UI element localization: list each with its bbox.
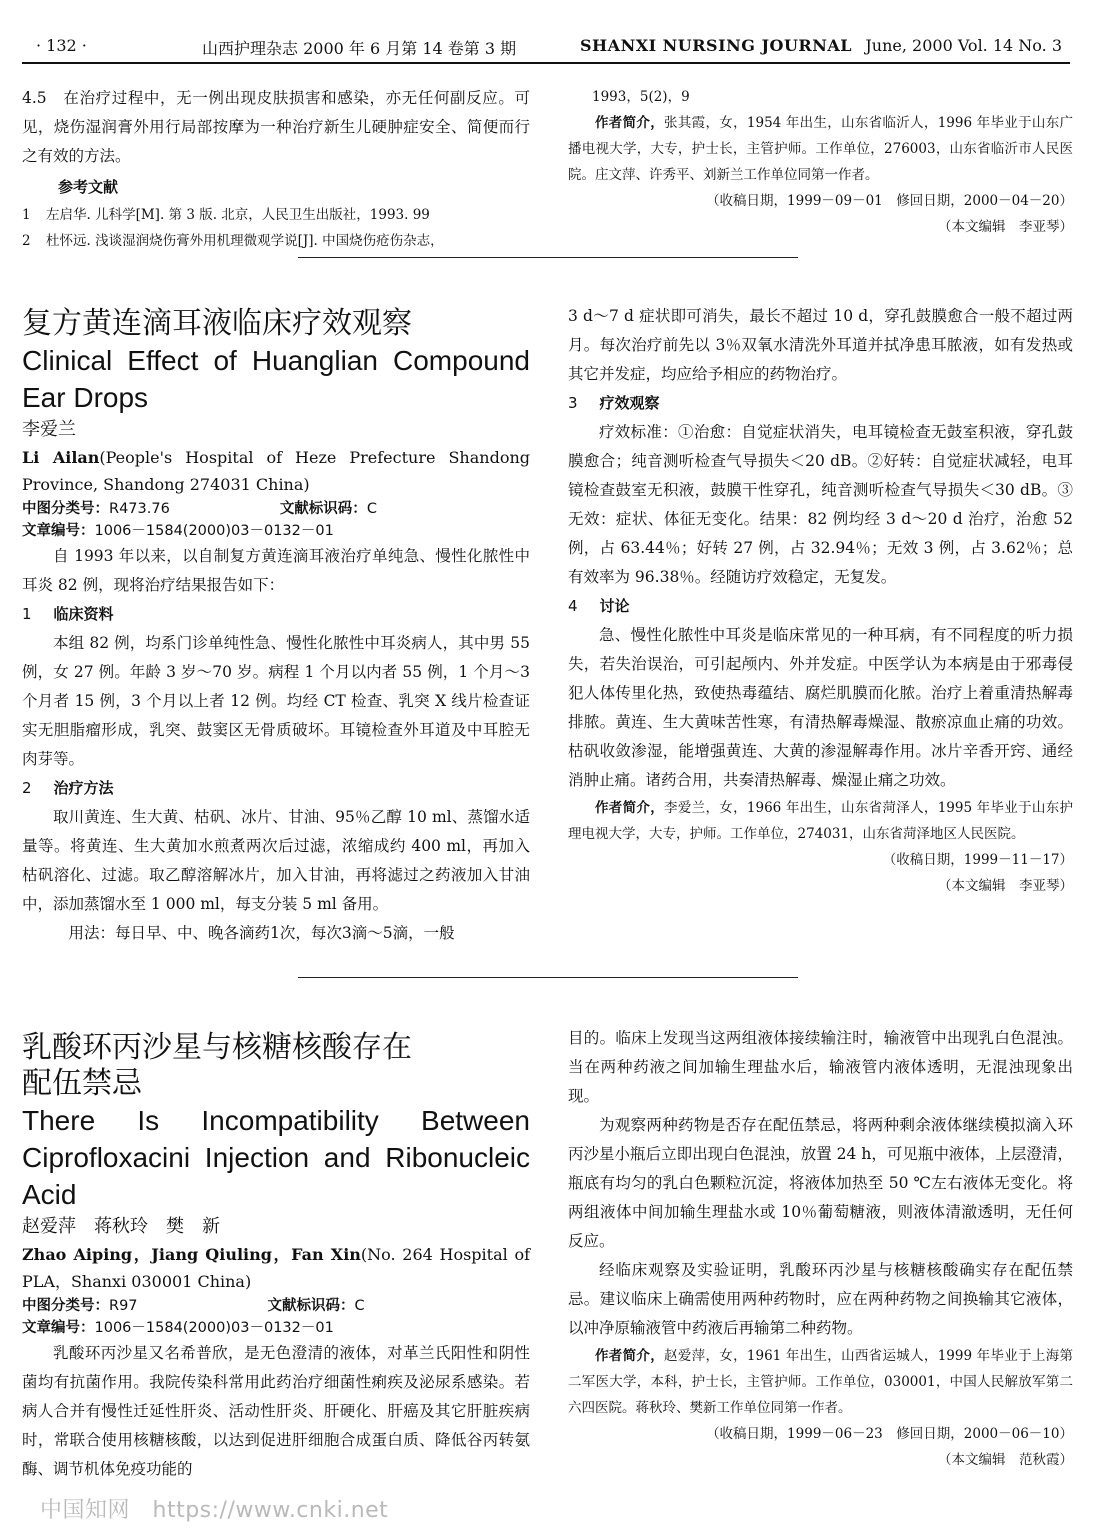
editor-credit: （本文编辑 范秋霞） <box>938 1452 1073 1468</box>
received-dates: （收稿日期，1999－11－17） <box>882 852 1073 868</box>
article1-section-text: 疗效标准：①治愈：自觉症状消失，电耳镜检查无鼓室积液，穿孔鼓膜愈合；纯音测听检查气导损失＜20 dB。②好转：自觉症状减轻，电耳镜检查鼓室无积液，鼓膜干性穿孔，纯音测听检查气导损失＜30 dB。③无效：症状、体征无变化。结果：82 例均经 3 d～20 d 治疗，治愈 52 例，占 63.44％；好转 27 例，占 32.94％；无效 3 例，占 3.62％；总有效率为 96.38％。经随访疗效稳定，无复发。 <box>568 423 1073 586</box>
article2-title-en-line2: Ciprofloxacini Injection and Ribonucleic <box>22 1142 530 1173</box>
article2-title-en-line3: Acid <box>22 1179 77 1210</box>
author-bio-label: 作者简介， <box>595 115 665 131</box>
article2-left: 乳酸环丙沙星与核糖核酸存在 配伍禁忌 There Is Incompatibility Between Ciprofloxacini Injection and Ribonucleic Acid 赵爱萍 蒋秋玲 樊 新 Zhao Aiping，Jiang Qiuling，Fan Xin(No. 264 Hospital of PLA，Shanxi 030001 China) 中图分类号：R97 文献标识码：C 文章编号：1006－1584(2000)03－0132－01 乳酸环丙沙星又名希普欣，是无色澄清的液体，对革兰氏阳性和阴性菌均有抗菌作用。我院传染科常用此药治疗细菌性痢疾及泌尿系感染。若病人合并有慢性迁延性肝炎、活动性肝炎、肝硬化、肝癌及其它肝脏疾病时，常联合使用核糖核酸，以达到促进肝细胞合成蛋白质、降低谷丙转氨酶、调节机体免疫功能的 <box>22 1030 530 1484</box>
prev-article-right <box>568 84 1073 240</box>
article2-clc: R97 <box>109 1298 138 1314</box>
article1-title-en: Clinical Effect of Huanglian Compound Ear Drops <box>22 345 530 413</box>
article1-title-cn: 复方黄连滴耳液临床疗效观察 <box>22 306 412 341</box>
article1-author-cn: 李爱兰 <box>22 419 76 440</box>
article1-usage-cont: 3 d～7 d 症状即可消失，最长不超过 10 d，穿孔鼓膜愈合一般不超过两月。每次治疗前先以 3％双氧水清洗外耳道并拭净患耳脓液，如有发热或其它并发症，均应给予相应的药物治疗。 <box>568 307 1073 383</box>
article1-clc: R473.76 <box>109 501 170 517</box>
article1-article-no: 1006－1584(2000)03－0132－01 <box>94 523 334 539</box>
article2-right <box>568 1024 1073 1473</box>
editor-credit: （本文编辑 李亚琴） <box>938 219 1073 235</box>
section-divider <box>298 977 798 978</box>
author-bio-label: 作者简介， <box>595 1348 665 1364</box>
article2-title-cn-line2: 配伍禁忌 <box>22 1066 142 1101</box>
article1-affiliation: (People's Hospital of Heze Prefecture Shandong Province, Shandong 274031 China) <box>22 448 530 494</box>
article2-authors-cn: 赵爱萍 蒋秋玲 樊 新 <box>22 1216 220 1237</box>
article2-article-no: 1006－1584(2000)03－0132－01 <box>94 1320 334 1336</box>
running-header <box>22 34 1070 64</box>
article1-author-en: Li Ailan <box>22 448 100 467</box>
article1-usage: 用法：每日早、中、晚各滴药1次，每次3滴～5滴，一般 <box>68 924 455 942</box>
article2-para: 乳酸环丙沙星又名希普欣，是无色澄清的液体，对革兰氏阳性和阴性菌均有抗菌作用。我院传染科常用此药治疗细菌性痢疾及泌尿系感染。若病人合并有慢性迁延性肝炎、活动性肝炎、肝硬化、肝癌及其它肝脏疾病时，常联合使用核糖核酸，以达到促进肝细胞合成蛋白质、降低谷丙转氨酶、调节机体免疫功能的 <box>22 1344 530 1478</box>
article1-section-heading: 讨论 <box>599 597 630 615</box>
reference-item: 2 杜怀远. 浅谈湿润烧伤膏外用机理微观学说[J]. 中国烧伤疮伤杂志， <box>22 233 444 249</box>
article1-section-heading: 疗效观察 <box>599 394 660 412</box>
reference-continuation: 1993，5(2)，9 <box>592 89 690 105</box>
article2-affiliation: (No. 264 Hospital of PLA，Shanxi 030001 China) <box>22 1245 530 1291</box>
section-divider <box>298 257 798 258</box>
article2-para-cont: 目的。临床上发现当这两组液体接续输注时，输液管中出现乳白色混浊。当在两种药液之间加输生理盐水后，输液管内液体透明，无混浊现象出现。 <box>568 1029 1073 1105</box>
journal-title-cn: 山西护理杂志 2000 年 6 月第 14 卷第 3 期 <box>202 39 517 58</box>
editor-credit: （本文编辑 李亚琴） <box>938 878 1073 894</box>
prev-article-left <box>22 84 530 254</box>
received-dates: （收稿日期，1999－06－23 修回日期，2000－06－10） <box>706 1426 1073 1442</box>
article1-doc-code: C <box>366 501 377 517</box>
author-bio: 李爱兰，女，1966 年出生，山东省菏泽人，1995 年毕业于山东护理电视大学，大专，护师。工作单位，274031，山东省菏泽地区人民医院。 <box>568 800 1074 842</box>
article1-section-heading: 治疗方法 <box>53 779 114 797</box>
page-number: · 132 · <box>36 36 87 55</box>
article1-right: 3 d～7 d 症状即可消失，最长不超过 10 d，穿孔鼓膜愈合一般不超过两月。每次治疗前先以 3％双氧水清洗外耳道并拭净患耳脓液，如有发热或其它并发症，均应给予相应的药物治疗。 3 疗效观察 疗效标准：①治愈：自觉症状消失，电耳镜检查无鼓室积液，穿孔鼓膜愈合；纯音测听检查气导损失＜20 dB。②好转：自觉症状减轻，电耳镜检查鼓室无积液，鼓膜干性穿孔，纯音测听检查气导损失＜30 dB。③无效：症状、体征无变化。结果：82 例均经 3 d～20 d 治疗，治愈 52 例，占 63.44％；好转 27 例，占 32.94％；无效 3 例，占 3.62％；总有效率为 96.38％。经随访疗效稳定，无复发。 4 讨论 急、慢性化脓性中耳炎是临床常见的一种耳病，有不同程度的听力损失，若失治误治，可引起颅内、外并发症。中医学认为本病是由于邪毒侵犯人体传里化热，致使热毒蕴结、腐烂肌膜而化脓。治疗上着重清热解毒排脓。黄连、生大黄味苦性寒，有清热解毒燥湿、散瘀凉血止痛的功效。枯矾收敛渗湿，能增强黄连、大黄的渗湿解毒作用。冰片辛香开窍、通经消肿止痛。诸药合用，共奏清热解毒、燥湿止痛之功效。 作者简介，李爱兰，女，1966 年出生，山东省菏泽人，1995 年毕业于山东护理电视大学，大专，护师。工作单位，274031，山东省菏泽地区人民医院。 （收稿日期，1999－11－17） （本文编辑 李亚琴） <box>568 302 1073 899</box>
journal-title-en: SHANXI NURSING JOURNAL <box>580 36 852 55</box>
article1-section-text: 本组 82 例，均系门诊单纯性急、慢性化脓性中耳炎病人，其中男 55 例，女 27 例。年龄 3 岁～70 岁。病程 1 个月以内者 55 例，1 个月～3 个月者 15 例，3 个月以上者 12 例。均经 CT 检查、乳突 X 线片检查证实无胆脂瘤形成，乳突、鼓窦区无骨质破坏。耳镜检查外耳道及中耳腔无肉芽等。 <box>22 634 530 768</box>
article2-title-cn: 乳酸环丙沙星与核糖核酸存在 <box>22 1030 412 1065</box>
article1-section-text: 急、慢性化脓性中耳炎是临床常见的一种耳病，有不同程度的听力损失，若失治误治，可引起颅内、外并发症。中医学认为本病是由于邪毒侵犯人体传里化热，致使热毒蕴结、腐烂肌膜而化脓。治疗上着重清热解毒排脓。黄连、生大黄味苦性寒，有清热解毒燥湿、散瘀凉血止痛的功效。枯矾收敛渗湿，能增强黄连、大黄的渗湿解毒作用。冰片辛香开窍、通经消肿止痛。诸药合用，共奏清热解毒、燥湿止痛之功效。 <box>568 626 1073 789</box>
author-bio-label: 作者简介， <box>595 800 665 816</box>
article1-section-heading: 临床资料 <box>53 605 114 623</box>
received-dates: （收稿日期，1999－09－01 修回日期，2000－04－20） <box>706 193 1073 209</box>
author-bio: 张其霞，女，1954 年出生，山东省临沂人，1996 年毕业于山东广播电视大学，大专，护士长，主管护师。工作单位，276003，山东省临沂市人民医院。庄文萍、许秀平、刘新兰工作单位同第一作者。 <box>568 115 1074 183</box>
refs-heading: 参考文献 <box>58 178 119 196</box>
reference-item: 1 左启华. 儿科学[M]. 第 3 版. 北京，人民卫生出版社，1993. 99 <box>22 207 430 223</box>
author-bio: 赵爱萍，女，1961 年出生，山西省运城人，1999 年毕业于上海第二军医大学，本科，护士长，主管护师。工作单位，030001，中国人民解放军第二六四医院。蒋秋玲、樊新工作单位同第一作者。 <box>568 1348 1074 1416</box>
article2-title-en: There Is Incompatibility Between <box>22 1105 530 1136</box>
article1-left: 复方黄连滴耳液临床疗效观察 Clinical Effect of Huanglian Compound Ear Drops 李爱兰 Li Ailan(People's Hospital of Heze Prefecture Shandong Province, Shandong 274031 China) 中图分类号：R473.76 文献标识码：C 文章编号：1006－1584(2000)03－0132－01 自 1993 年以来，以自制复方黄连滴耳液治疗单纯急、慢性化脓性中耳炎 82 例，现将治疗结果报告如下： 1 临床资料 本组 82 例，均系门诊单纯性急、慢性化脓性中耳炎病人，其中男 55 例，女 27 例。年龄 3 岁～70 岁。病程 1 个月以内者 55 例，1 个月～3 个月者 15 例，3 个月以上者 12 例。均经 CT 检查、乳突 X 线片检查证实无胆脂瘤形成，乳突、鼓窦区无骨质破坏。耳镜检查外耳道及中耳腔无肉芽等。 2 治疗方法 取川黄连、生大黄、枯矾、冰片、甘油、95％乙醇 10 ml、蒸馏水适量等。将黄连、生大黄加水煎煮两次后过滤，浓缩成约 400 ml，再加入枯矾溶化、过滤。取乙醇溶解冰片，加入甘油，再将滤过之药液加入甘油中，添加蒸馏水至 1 000 ml，每支分装 5 ml 备用。 用法：每日早、中、晚各滴药1次，每次3滴～5滴，一般 <box>22 306 530 948</box>
article2-para: 经临床观察及实验证明，乳酸环丙沙星与核糖核酸确实存在配伍禁忌。建议临床上确需使用两种药物时，应在两种药物之间换输其它液体，以冲净原输液管中药液后再输第二种药物。 <box>568 1261 1073 1337</box>
article2-authors-en: Zhao Aiping，Jiang Qiuling，Fan Xin <box>22 1245 361 1264</box>
issue-info: June, 2000 Vol. 14 No. 3 <box>865 36 1062 55</box>
article1-section-text: 取川黄连、生大黄、枯矾、冰片、甘油、95％乙醇 10 ml、蒸馏水适量等。将黄连、生大黄加水煎煮两次后过滤，浓缩成约 400 ml，再加入枯矾溶化、过滤。取乙醇溶解冰片，加入甘油，再将滤过之药液加入甘油中，添加蒸馏水至 1 000 ml，每支分装 5 ml 备用。 <box>22 808 530 913</box>
article1-intro: 自 1993 年以来，以自制复方黄连滴耳液治疗单纯急、慢性化脓性中耳炎 82 例，现将治疗结果报告如下： <box>22 547 530 594</box>
cnki-watermark: 中国知网 https://www.cnki.net <box>40 1498 389 1523</box>
prev-conclusion: 4.5 在治疗过程中，无一例出现皮肤损害和感染，亦无任何副反应。可见，烧伤湿润膏外用行局部按摩为一种治疗新生儿硬肿症安全、简便而行之有效的方法。 <box>22 89 530 165</box>
article2-doc-code: C <box>354 1298 365 1314</box>
article2-para: 为观察两种药物是否存在配伍禁忌，将两种剩余液体继续模拟滴入环丙沙星小瓶后立即出现白色混浊，放置 24 h，可见瓶中液体，上层澄清，瓶底有均匀的乳白色颗粒沉淀，将液体加热至 50 ℃左右液体无变化。将两组液体中间加输生理盐水或 10％葡萄糖液，则液体清澈透明，无任何反应。 <box>568 1116 1073 1250</box>
